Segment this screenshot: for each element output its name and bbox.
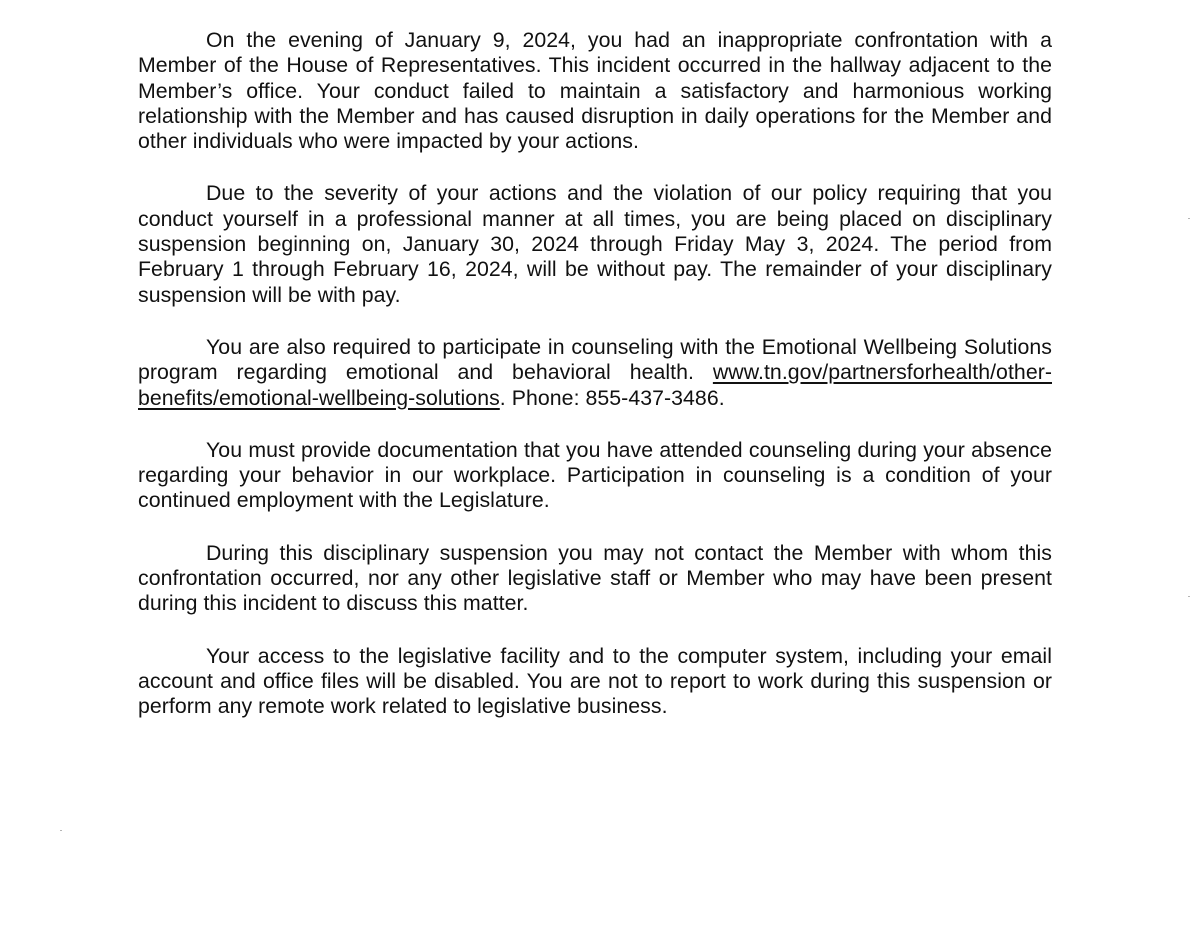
- paragraph-documentation: You must provide documentation that you have attended counseling during your absence regarding your behavior in our workplace. Participation in counseling is a condition of your continued employment with the Legislature.: [138, 437, 1052, 513]
- counseling-text: You are also required to participate in counseling with the Emotional Wellbeing Solutions program regarding emotional and behavioral health.: [138, 334, 1052, 385]
- wellbeing-solutions-link[interactable]: www.tn.gov/partnersforhealth/other-benefits/emotional-wellbeing-solutions: [138, 360, 1052, 410]
- paragraph-access-disabled: Your access to the legislative facility and to the computer system, including your email account and office files will be disabled. You are not to report to work during this suspension or perform any remote work related to legislative business.: [138, 643, 1052, 719]
- paragraph-no-contact: During this disciplinary suspension you may not contact the Member with whom this confrontation occurred, nor any other legislative staff or Member who may have been present during this incident to discuss this matter.: [138, 540, 1052, 616]
- scan-speck: [1188, 218, 1190, 219]
- scan-speck: [60, 830, 62, 831]
- scan-speck: [1188, 596, 1190, 597]
- paragraph-counseling: [138, 335, 1052, 411]
- paragraph-confrontation: On the evening of January 9, 2024, you had an inappropriate confrontation with a Member of the House of Representatives. This incident occurred in the hallway adjacent to the Member’s office. Your conduct failed to maintain a satisfactory and harmonious working relationship with the Member and has caused disruption in daily operations for the Member and other individuals who were impacted by your actions.: [138, 28, 1052, 154]
- paragraph-suspension: Due to the severity of your actions and the violation of our policy requiring that you conduct yourself in a professional manner at all times, you are being placed on disciplinary suspension beginning on, January 30, 2024 through Friday May 3, 2024. The period from February 1 through February 16, 2024, will be without pay. The remainder of your disciplinary suspension will be with pay.: [138, 181, 1052, 307]
- counseling-phone-text: . Phone: 855-437-3486.: [499, 385, 725, 410]
- letter-body: [138, 28, 1052, 747]
